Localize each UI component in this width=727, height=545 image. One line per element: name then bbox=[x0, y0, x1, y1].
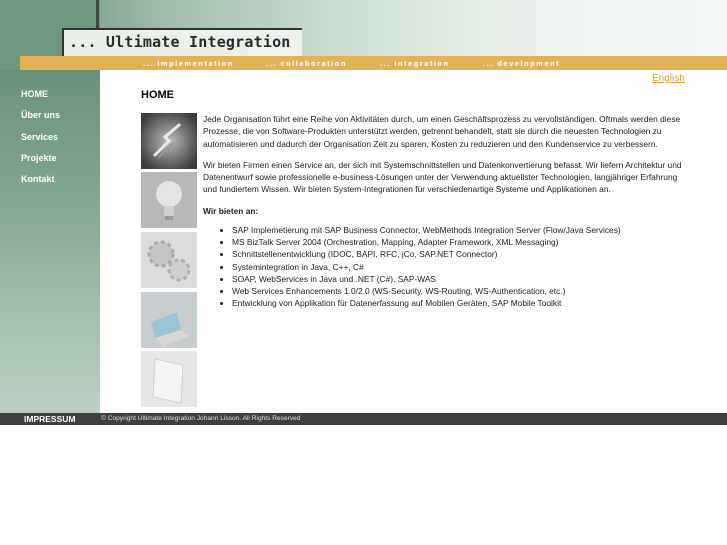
site-logo[interactable]: ... Ultimate Integration bbox=[69, 33, 291, 51]
offer-heading: Wir bieten an: bbox=[203, 205, 259, 216]
list-item: • Systemintegration in Java, C++, C# bbox=[232, 261, 693, 273]
main-content bbox=[203, 113, 693, 310]
list-item: • Web Services Enhancements 1.0/2.0 (WS-Security, WS-Routing, WS-Authentication, etc.) bbox=[232, 285, 693, 297]
list-item: • SOAP, WebServices in Java und .NET (C#), SAP-WAS bbox=[232, 273, 693, 285]
sidebar-item-kontakt[interactable]: Kontakt bbox=[21, 174, 55, 184]
paper-sheet-image bbox=[141, 351, 197, 407]
tagline-integration: ... integration bbox=[380, 59, 450, 68]
tagline-development: ... development bbox=[483, 59, 561, 68]
list-item: • SAP Implemetierung mit SAP Business Connector, WebMethods Integration Server (Flow/Java Services) bbox=[232, 224, 693, 236]
tagline-implementation: ... implementation bbox=[143, 59, 234, 68]
tagline-bar bbox=[20, 56, 727, 70]
impressum-link[interactable]: IMPRESSUM bbox=[24, 414, 76, 424]
sidebar-item-services[interactable]: Services bbox=[21, 132, 59, 142]
header-divider bbox=[96, 0, 99, 30]
sidebar-item-projekte[interactable]: Projekte bbox=[21, 153, 57, 163]
gears-image bbox=[141, 232, 197, 288]
offer-list bbox=[203, 224, 693, 309]
list-item: • MS BizTalk Server 2004 (Orchestration, Mapping, Adapter Framework, XML Messaging) bbox=[232, 236, 693, 248]
list-item: • Schnittstellenentwicklung (IDOC, BAPI, RFC, jCo, SAP.NET Connector) bbox=[232, 248, 693, 260]
tagline-collaboration: ... collaboration bbox=[266, 59, 347, 68]
left-strip bbox=[0, 56, 20, 70]
lightbulb-image bbox=[141, 172, 197, 228]
intro-paragraph: Jede Organisation führt eine Reihe von Aktivitäten durch, um einen Geschäftsprozess zu vervollständigen. Oftmals werden diese Prozesse, die von Software-Produkten unterstützt werden, getrennt behandelt, statt sie durch die neuesten Technologien zu automatisieren und dadurch der Organisation Zeit zu sparen, Kosten zu reduzieren und den Kundenservice zu verbessern. bbox=[203, 114, 681, 149]
service-paragraph: Wir bieten Firmen einen Service an, der sich mit Systemschnittstellen und Datenkonvertierung befasst. Wir liefern Architektur und Datenentwurf sowie professionelle e-business-Lösungen unter der Verwendung aktuellster Technologien, langjähriger Erfahrung und fundiertem Wissen. Wir bieten System-Integrationen für verschiedenartige Systeme und Applikationen an. bbox=[203, 159, 682, 195]
paperclip-chain-image bbox=[141, 113, 197, 169]
sidebar-item-ueber-uns[interactable]: Über uns bbox=[21, 110, 61, 120]
sidebar bbox=[0, 70, 100, 413]
laptop-image bbox=[141, 292, 197, 348]
copyright-text: © Copyright Ultimate Integration Johann Lisson. All Rights Reserved bbox=[101, 415, 301, 422]
page-title: HOME bbox=[141, 89, 174, 101]
sidebar-item-home[interactable]: HOME bbox=[21, 89, 48, 99]
language-link-english[interactable]: English bbox=[652, 73, 685, 84]
list-item: • Entwicklung von Applikation für Datenerfassung auf Mobilen Geräten, SAP Mobile Toolkit bbox=[232, 297, 693, 309]
